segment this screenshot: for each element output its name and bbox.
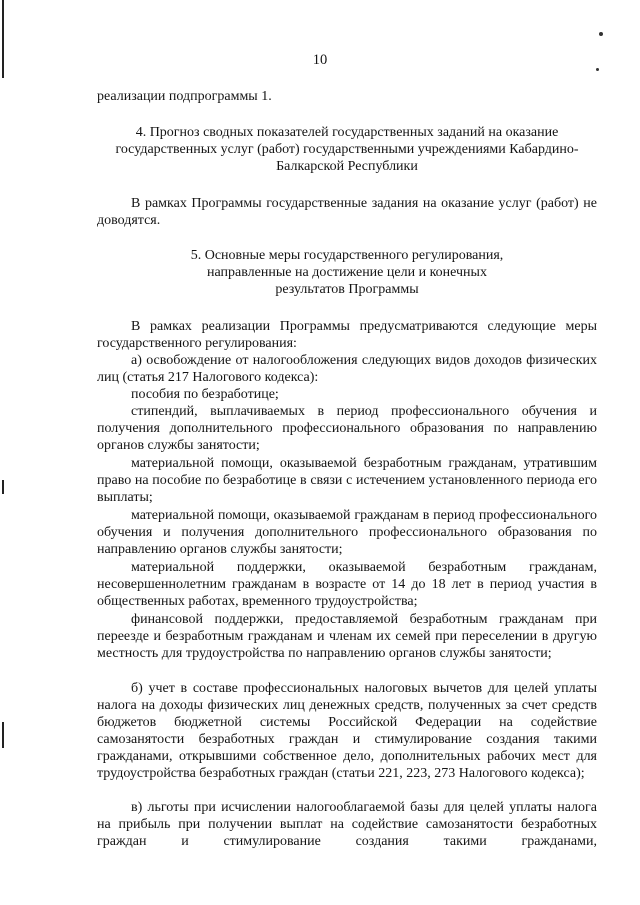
list-item-material-aid-unemployed: материальной помощи, оказываемой безработным гражданам, утратившим право на пособие по безработице в связи с истечением установленного периода его выплаты; (97, 456, 597, 505)
section-5-heading-line-2: направленные на достижение цели и конечных (207, 265, 487, 280)
paragraph-measures-intro: В рамках реализации Программы предусматриваются следующие меры государственного регулирования: (97, 319, 597, 351)
list-item-material-aid-training: материальной помощи, оказываемой гражданам в период профессионального обучения и получения дополнительного профессионального образования по направлению органов службы занятости; (97, 508, 597, 557)
scan-margin-line-low (2, 722, 4, 748)
paragraph-item-a: а) освобождение от налогообложения следующих видов доходов физических лиц (статья 217 Налогового кодекса): (97, 353, 597, 385)
list-item-unemployment-benefits: пособия по безработице; (131, 387, 279, 402)
paragraph-state-assignments: В рамках Программы государственные задания на оказание услуг (работ) не доводятся. (97, 196, 597, 228)
page-number: 10 (312, 52, 328, 68)
section-4-heading-line-1: 4. Прогноз сводных показателей государственных заданий на оказание (135, 125, 559, 140)
list-item-financial-support-relocation: финансовой поддержки, предоставляемой безработным гражданам при переезде и безработным гражданам и членам их семей при переселении в другую местность для трудоустройства по направлению органов службы занятости; (97, 612, 597, 661)
section-5-heading-line-1: 5. Основные меры государственного регулирования, (190, 248, 504, 263)
section-5-heading-line-3: результатов Программы (275, 282, 419, 297)
list-item-stipends: стипендий, выплачиваемых в период профессионального обучения и получения дополнительного профессионального образования по направлению органов службы занятости; (97, 404, 597, 453)
paragraph-item-c: в) льготы при исчислении налогооблагаемой базы для целей уплаты налога на прибыль при получении выплат на содействие самозанятости безработных граждан и стимулирование создания такими гражданами, (97, 800, 597, 849)
scan-margin-line-mid (2, 480, 4, 494)
section-4-heading-line-2: государственных услуг (работ) государственными учреждениями Кабардино- (115, 142, 579, 157)
scan-speck-1 (599, 32, 603, 36)
list-item-material-support-minors: материальной поддержки, оказываемой безработным гражданам, несовершеннолетним гражданам в возрасте от 14 до 18 лет в период участия в общественных работах, временного трудоустройства; (97, 560, 597, 609)
section-4-heading-line-3: Балкарской Республики (276, 159, 418, 174)
paragraph-item-b: б) учет в составе профессиональных налоговых вычетов для целей уплаты налога на доходы физических лиц денежных средств, полученных за счет средств бюджетов бюджетной системы Российской Федерации на содействие самозанятости безработных граждан и стимулирование создания такими гражданами, открывшими собственное дело, дополнительных рабочих мест для трудоустройства безработных граждан (статьи 221, 223, 273 Налогового кодекса); (97, 681, 597, 781)
section-4-heading (97, 124, 597, 175)
section-5-heading (97, 247, 597, 298)
paragraph-intro: реализации подпрограммы 1. (97, 89, 272, 104)
